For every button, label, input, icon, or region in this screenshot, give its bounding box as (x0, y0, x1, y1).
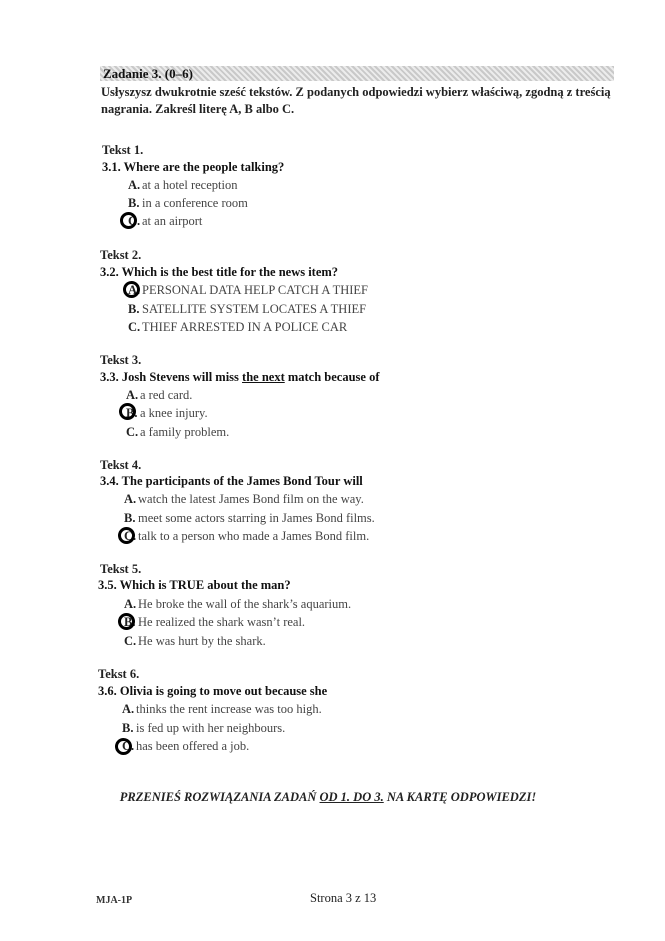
task-instructions: Usłyszysz dwukrotnie sześć tekstów. Z podanych odpowiedzi wybierz właściwą, zgodną z treścią nagrania. Zakreśl literę A, B albo C. (101, 85, 611, 116)
text-6-label: Tekst 6. (98, 667, 140, 681)
option-letter: C. (128, 214, 141, 228)
option-3-4-b[interactable] (124, 511, 375, 526)
option-text: at a hotel reception (142, 178, 238, 192)
option-3-5-c[interactable] (124, 634, 266, 649)
question-3-3-pre: 3.3. Josh Stevens will miss (100, 370, 239, 384)
answer-circle-3-3 (119, 403, 136, 420)
option-letter: A. (128, 283, 141, 297)
text-5-label: Tekst 5. (100, 562, 142, 576)
question-3-6: 3.6. Olivia is going to move out because she (98, 684, 328, 698)
question-3-1: 3.1. Where are the people talking? (102, 160, 285, 174)
option-text: He was hurt by the shark. (138, 634, 266, 648)
option-text: in a conference room (142, 196, 248, 210)
option-3-6-b[interactable] (122, 721, 285, 736)
option-letter: A. (122, 702, 135, 716)
option-letter: C. (124, 529, 137, 543)
option-text: PERSONAL DATA HELP CATCH A THIEF (142, 283, 368, 297)
option-3-2-a[interactable] (128, 283, 368, 298)
question-3-5: 3.5. Which is TRUE about the man? (98, 578, 291, 592)
option-3-6-c[interactable] (122, 739, 249, 754)
option-3-3-c[interactable] (126, 425, 229, 440)
option-3-5-a[interactable] (124, 597, 351, 612)
exam-code: MJA-1P (96, 895, 133, 906)
page-number: Strona 3 z 13 (310, 891, 377, 905)
note-part-1: PRZENIEŚ ROZWIĄZANIA ZADAŃ (119, 790, 317, 804)
answer-circle-3-5 (118, 613, 135, 630)
option-text: SATELLITE SYSTEM LOCATES A THIEF (142, 302, 367, 316)
answer-circle-3-6 (115, 738, 132, 755)
option-3-1-a[interactable] (128, 178, 237, 193)
option-text: meet some actors starring in James Bond films. (138, 511, 375, 525)
option-letter: B. (124, 511, 136, 525)
option-letter: A. (124, 492, 137, 506)
option-3-2-b[interactable] (128, 302, 366, 317)
option-3-6-a[interactable] (122, 702, 322, 717)
option-letter: B. (128, 196, 140, 210)
option-letter: C. (128, 320, 141, 334)
question-3-2: 3.2. Which is the best title for the news item? (100, 265, 339, 279)
option-letter: B. (124, 615, 136, 629)
option-3-2-c[interactable] (128, 320, 347, 335)
option-letter: C. (122, 739, 135, 753)
question-3-4: 3.4. The participants of the James Bond Tour will (100, 474, 363, 488)
option-text: at an airport (142, 214, 203, 228)
option-3-4-a[interactable] (124, 492, 364, 507)
option-letter: B. (122, 721, 134, 735)
option-letter: B. (128, 302, 140, 316)
option-text: He broke the wall of the shark’s aquarium. (138, 597, 352, 611)
option-letter: A. (126, 388, 139, 402)
answer-circle-3-4 (118, 527, 135, 544)
option-3-4-c[interactable] (124, 529, 369, 544)
option-text: a red card. (140, 388, 193, 402)
option-text: He realized the shark wasn’t real. (138, 615, 306, 629)
option-letter: B. (126, 406, 138, 420)
text-1-label: Tekst 1. (102, 143, 144, 157)
option-3-1-b[interactable] (128, 196, 248, 211)
option-letter: C. (126, 425, 139, 439)
option-letter: A. (124, 597, 137, 611)
option-3-3-b[interactable] (126, 406, 208, 421)
answer-circle-3-1 (120, 212, 137, 229)
text-2-label: Tekst 2. (100, 248, 142, 262)
option-3-5-b[interactable] (124, 615, 305, 630)
option-text: has been offered a job. (136, 739, 250, 753)
text-4-label: Tekst 4. (100, 458, 142, 472)
option-3-1-c[interactable] (128, 214, 202, 229)
task-title: Zadanie 3. (0–6) (103, 66, 193, 81)
note-part-3: NA KARTĘ ODPOWIEDZI! (386, 790, 537, 804)
option-text: thinks the rent increase was too high. (136, 702, 322, 716)
question-3-3 (100, 370, 380, 385)
option-text: a family problem. (140, 425, 230, 439)
option-text: watch the latest James Bond film on the way. (138, 492, 364, 506)
answer-circle-3-2 (123, 281, 140, 298)
transfer-answers-note (98, 790, 558, 805)
option-letter: A. (128, 178, 141, 192)
option-text: talk to a person who made a James Bond film. (138, 529, 370, 543)
option-text: a knee injury. (140, 406, 208, 420)
option-letter: C. (124, 634, 137, 648)
option-3-3-a[interactable] (126, 388, 192, 403)
note-part-2: OD 1. DO 3. (319, 790, 384, 804)
question-3-3-underlined: the next (242, 370, 285, 384)
option-text: is fed up with her neighbours. (136, 721, 286, 735)
option-text: THIEF ARRESTED IN A POLICE CAR (142, 320, 348, 334)
question-3-3-post: match because of (287, 370, 380, 384)
text-3-label: Tekst 3. (100, 353, 142, 367)
